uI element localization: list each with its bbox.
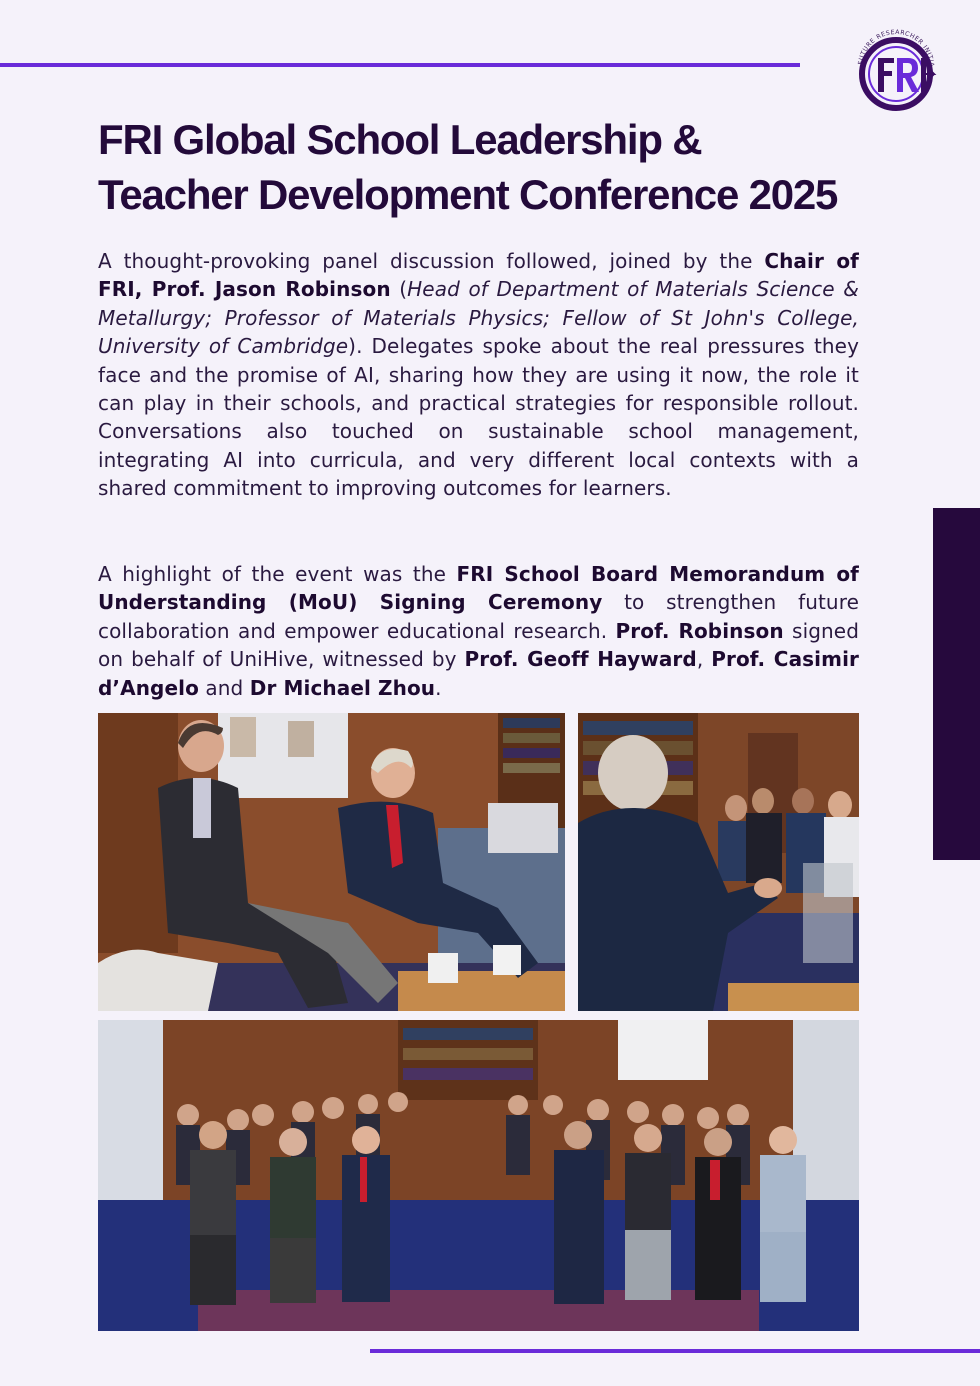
page-title: FRI Global School Leadership & Teacher Development Conference 2025: [98, 116, 838, 218]
mou-ceremony-name: FRI School Board Memorandum of Understanding (MoU) Signing Ceremony: [98, 562, 859, 615]
chair-affiliation: Head of Department of Materials Science & Metallurgy; Professor of Materials Physics; Fellow of St John's College, University of Cambridge: [98, 277, 859, 359]
logo-ring-text: FUTURE RESEARCHER INITIA: [857, 28, 936, 68]
panel-discussion-paragraph: A thought-provoking panel discussion followed, joined by the Chair of FRI, Prof. Jason Robinson (Head of Department of Materials Science & Metallurgy; Professor of Materials Physics; Fellow of St John's College, University of Cambridge). Delegates spoke about the real pressures they face and the promise of AI, sharing how they are using it now, the role it can play in their schools, and practical strategies for responsible rollout. Conversations also touched on sustainable school management, integrating AI into curricula, and very different local contexts with a shared commitment to improving outcomes for learners.: [98, 249, 860, 501]
bottom-accent-rule: [370, 1349, 980, 1353]
side-accent-bar: [933, 508, 980, 860]
speaker-audience-photo: [578, 713, 859, 1011]
panel-discussion-photo: [98, 713, 565, 1011]
top-accent-rule: [0, 63, 800, 67]
mou-signing-paragraph: A highlight of the event was the FRI School Board Memorandum of Understanding (MoU) Signing Ceremony to strengthen future collaboration and empower educational research. Prof. Robinson signed on behalf of UniHive, witnessed by Prof. Geoff Hayward, Prof. Casimir d’Angelo and Dr Michael Zhou.: [98, 562, 860, 700]
fri-logo-icon: [848, 20, 944, 116]
chair-name: Chair of FRI, Prof. Jason Robinson: [98, 249, 859, 302]
group-photo: [98, 1020, 859, 1331]
